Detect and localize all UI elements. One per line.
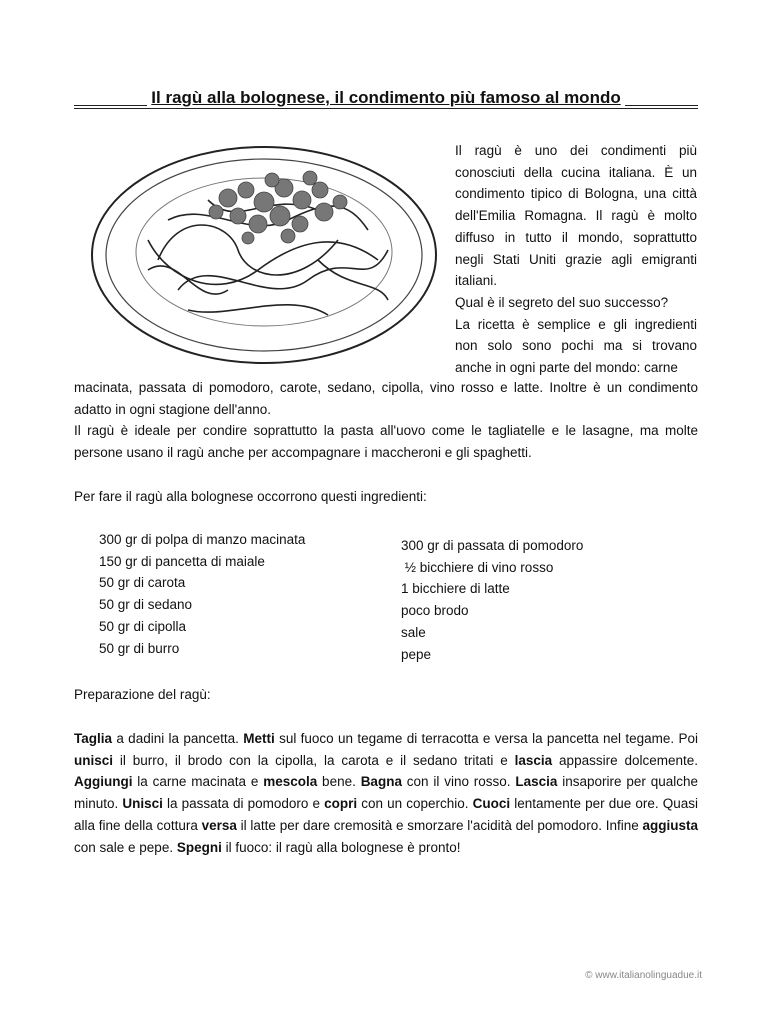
preparation-heading: Preparazione del ragù: [74, 687, 211, 702]
preparation-text-run: appassire dolcemente. [552, 752, 698, 768]
title-rule-bottom [74, 108, 698, 109]
ingredient-item: poco brodo [401, 603, 469, 619]
title-block [74, 88, 698, 110]
intro-question: Qual è il segreto del suo successo? [455, 294, 669, 310]
preparation-text-run: bene. [317, 774, 361, 790]
preparation-verb: lascia [514, 752, 553, 768]
preparation-verb: Metti [243, 731, 275, 746]
preparation-text-run: la carne macinata e [132, 774, 264, 790]
preparation-text-run: con sale e pepe. [74, 839, 177, 855]
preparation-text-run: sul fuoco un tegame di terracotta e versa la pancetta nel tegame. Poi [274, 731, 698, 746]
footer-copyright: © www.italianolinguadue.it [585, 970, 702, 981]
ingredient-item: 300 gr di passata di pomodoro [401, 538, 584, 553]
preparation-verb: Bagna [360, 774, 402, 790]
preparation-verb: versa [201, 817, 237, 833]
intro-paragraph-start: La ricetta è semplice e gli ingredienti non solo sono pochi ma si trovano anche in ogni parte del mondo: carne [455, 316, 697, 376]
preparation-text-run: lentamente per due ore. Quasi alla fine della cottura [74, 796, 698, 833]
ingredient-item: 50 gr di carota [99, 575, 186, 591]
ingredient-item: 300 gr di polpa di manzo macinata [99, 532, 306, 547]
preparation-verb: unisci [74, 752, 114, 768]
preparation-text-run: il burro, il brodo con la cipolla, la carota e il sedano tritati e [113, 752, 515, 768]
preparation-verb: Taglia [74, 731, 113, 746]
preparation-verb: Aggiungi [74, 774, 133, 790]
preparation-verb: aggiusta [642, 817, 699, 833]
ingredient-item: 50 gr di burro [99, 640, 180, 656]
continuation-paragraph: macinata, passata di pomodoro, carote, sedano, cipolla, vino rosso e latte. Inoltre è un condimento adatto in ogni stagione dell'anno. [74, 380, 698, 417]
preparation-verb: Unisci [122, 796, 163, 812]
ingredient-item: 150 gr di pancetta di maiale [99, 553, 265, 569]
ingredients-list-right [401, 535, 583, 665]
ingredient-item: sale [401, 624, 426, 640]
ingredients-list-left [99, 529, 305, 659]
preparation-text [74, 728, 698, 858]
preparation-text-run: la passata di pomodoro e [162, 796, 325, 812]
preparation-paragraph [74, 728, 698, 858]
intro-text [455, 140, 697, 379]
preparation-text-run: a dadini la pancetta. [112, 731, 244, 746]
preparation-text-run: il latte per dare cremosità e smorzare l'acidità del pomodoro. Infine [236, 817, 643, 833]
preparation-text-run: con il vino rosso. [401, 774, 516, 790]
ingredient-item: 50 gr di sedano [99, 597, 193, 613]
preparation-verb: mescola [263, 774, 318, 790]
preparation-text-run: il fuoco: il ragù alla bolognese è pronto! [221, 839, 461, 855]
preparation-text-run: con un coperchio. [357, 796, 473, 812]
ingredient-item: 1 bicchiere di latte [401, 581, 510, 597]
preparation-verb: Spegni [176, 839, 222, 855]
pasta-plate-illustration [88, 140, 440, 370]
ingredient-item: ½ bicchiere di vino rosso [401, 559, 554, 575]
ingredient-item: pepe [401, 646, 432, 662]
ingredient-item: 50 gr di cipolla [99, 618, 187, 634]
preparation-text-run: insaporire per qualche minuto. [74, 774, 698, 812]
intro-paragraph: Il ragù è uno dei condimenti più conosciuti della cucina italiana. È un condimento tipico di Bologna, una città dell'Emilia Romagna. Il ragù è molto diffuso in tutto il mondo, soprattutto negli Stati Uniti grazie agli emigranti italiani. [455, 143, 697, 289]
intro-continuation [74, 377, 698, 464]
preparation-verb: copri [324, 796, 358, 812]
pasta-paragraph: Il ragù è ideale per condire soprattutto la pasta all'uovo come le tagliatelle e le lasagne, ma molte persone usano il ragù anche per accompagnare i maccheroni e gli spaghetti. [74, 423, 698, 461]
ingredients-intro: Per fare il ragù alla bolognese occorrono questi ingredienti: [74, 489, 427, 504]
preparation-verb: Cuoci [472, 796, 511, 812]
preparation-verb: Lascia [515, 774, 558, 790]
page-title: Il ragù alla bolognese, il condimento più famoso al mondo [147, 88, 624, 107]
